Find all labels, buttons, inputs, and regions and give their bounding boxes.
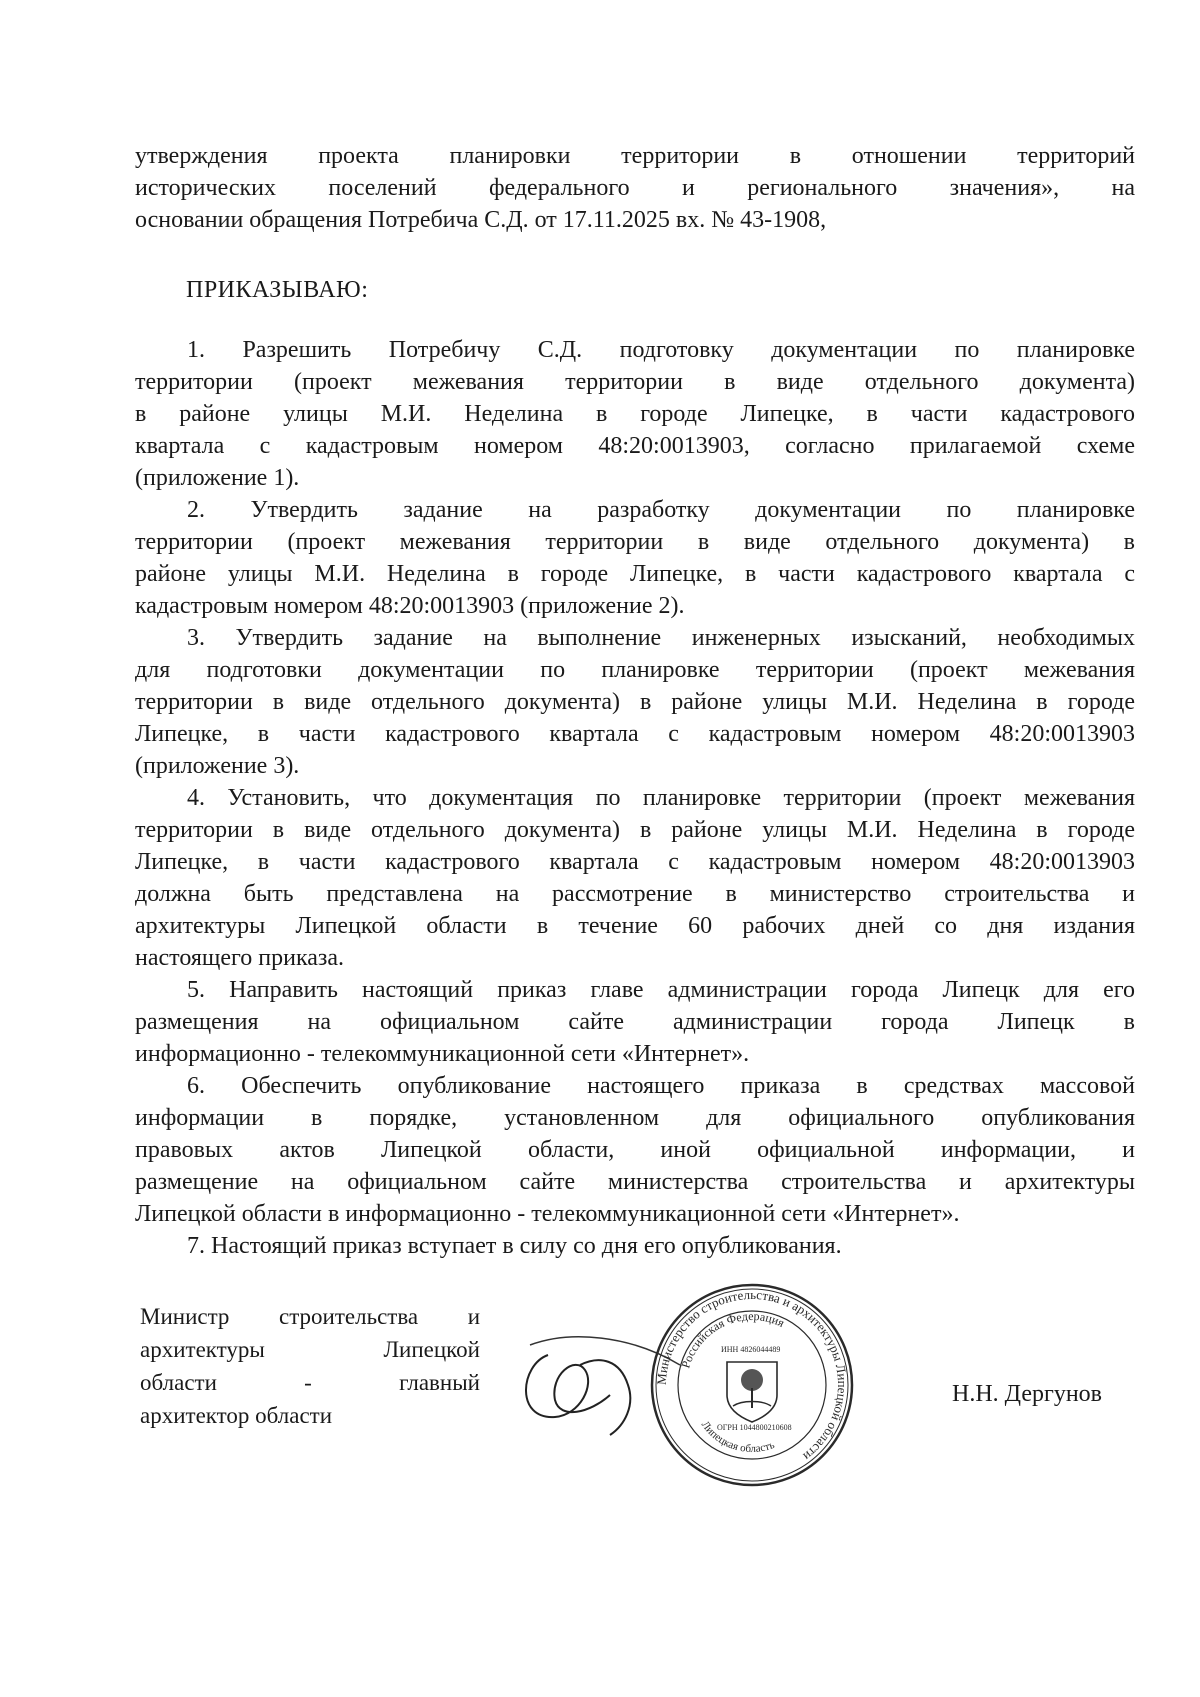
item-line: 4. Установить, что документация по планировке территории (проект межевания: [187, 785, 1135, 811]
order-item-1: [135, 334, 1135, 494]
item-line: Липецке, в части кадастрового квартала с кадастровым номером 48:20:0013903: [135, 721, 1135, 747]
item-line: настоящего приказа.: [135, 945, 345, 971]
item-line: 3. Утвердить задание на выполнение инженерных изысканий, необходимых: [187, 625, 1135, 651]
item-line: для подготовки документации по планировке территории (проект межевания: [135, 657, 1135, 683]
order-item-2: [135, 494, 1135, 622]
item-line: территории (проект межевания территории в виде отдельного документа) в: [135, 529, 1135, 555]
item-line: территории в виде отдельного документа) в районе улицы М.И. Неделина в городе: [135, 817, 1135, 843]
item-line: квартала с кадастровым номером 48:20:0013903, согласно прилагаемой схеме: [135, 433, 1135, 459]
signer-title-line: архитектуры Липецкой: [140, 1337, 480, 1362]
order-item-5: [135, 974, 1135, 1070]
seal-inn: ИНН 4826044489: [721, 1345, 781, 1354]
item-line: 1. Разрешить Потребичу С.Д. подготовку документации по планировке: [187, 337, 1135, 363]
signer-name: Н.Н. Дергунов: [952, 1381, 1102, 1407]
seal-ogrn: ОГРН 1044800210608: [717, 1423, 792, 1432]
order-heading: ПРИКАЗЫВАЮ:: [186, 277, 369, 303]
intro-paragraph: [135, 140, 1135, 236]
order-item-6: [135, 1070, 1135, 1230]
seal-inner-bottom-text: Липецкая область: [698, 1418, 777, 1456]
signer-title: [140, 1300, 480, 1432]
item-line: 2. Утвердить задание на разработку документации по планировке: [187, 497, 1135, 523]
signer-title-line: архитектор области: [140, 1403, 333, 1428]
order-item-7: [135, 1230, 1135, 1262]
item-line: должна быть представлена на рассмотрение в министерство строительства и: [135, 881, 1135, 907]
item-line: размещение на официальном сайте министерства строительства и архитектуры: [135, 1169, 1135, 1195]
item-line: архитектуры Липецкой области в течение 60 рабочих дней со дня издания: [135, 913, 1135, 939]
coat-of-arms-icon: [727, 1362, 777, 1422]
item-line: территории (проект межевания территории в виде отдельного документа): [135, 369, 1135, 395]
item-line: 6. Обеспечить опубликование настоящего приказа в средствах массовой: [187, 1073, 1135, 1099]
item-line: кадастровым номером 48:20:0013903 (приложение 2).: [135, 593, 685, 619]
intro-line: исторических поселений федерального и регионального значения», на: [135, 175, 1135, 201]
item-line: 7. Настоящий приказ вступает в силу со дня его опубликования.: [187, 1233, 842, 1259]
item-line: Липецкой области в информационно - телекоммуникационной сети «Интернет».: [135, 1201, 960, 1227]
item-line: 5. Направить настоящий приказ главе администрации города Липецк для его: [187, 977, 1135, 1003]
signer-title-line: Министр строительства и: [140, 1304, 480, 1329]
item-line: (приложение 1).: [135, 465, 300, 491]
order-item-4: [135, 782, 1135, 974]
item-line: территории в виде отдельного документа) в районе улицы М.И. Неделина в городе: [135, 689, 1135, 715]
item-line: правовых актов Липецкой области, иной официальной информации, и: [135, 1137, 1135, 1163]
item-line: (приложение 3).: [135, 753, 300, 779]
item-line: информационно - телекоммуникационной сети «Интернет».: [135, 1041, 750, 1067]
signer-title-line: области - главный: [140, 1370, 480, 1395]
seal-outer-text: Министерство строительства и архитектуры Липецкой области: [653, 1286, 851, 1465]
order-item-3: [135, 622, 1135, 782]
intro-line: основании обращения Потребича С.Д. от 17.11.2025 вх. № 43-1908,: [135, 207, 827, 233]
item-line: районе улицы М.И. Неделина в городе Липецке, в части кадастрового квартала с: [135, 561, 1135, 587]
seal-inner-top-text: Российская Федерация: [678, 1308, 787, 1370]
item-line: Липецке, в части кадастрового квартала с кадастровым номером 48:20:0013903: [135, 849, 1135, 875]
official-seal: [647, 1280, 857, 1490]
item-line: в районе улицы М.И. Неделина в городе Липецке, в части кадастрового: [135, 401, 1135, 427]
intro-line: утверждения проекта планировки территории в отношении территорий: [135, 143, 1135, 169]
item-line: информации в порядке, установленном для официального опубликования: [135, 1105, 1135, 1131]
item-line: размещения на официальном сайте администрации города Липецк в: [135, 1009, 1135, 1035]
